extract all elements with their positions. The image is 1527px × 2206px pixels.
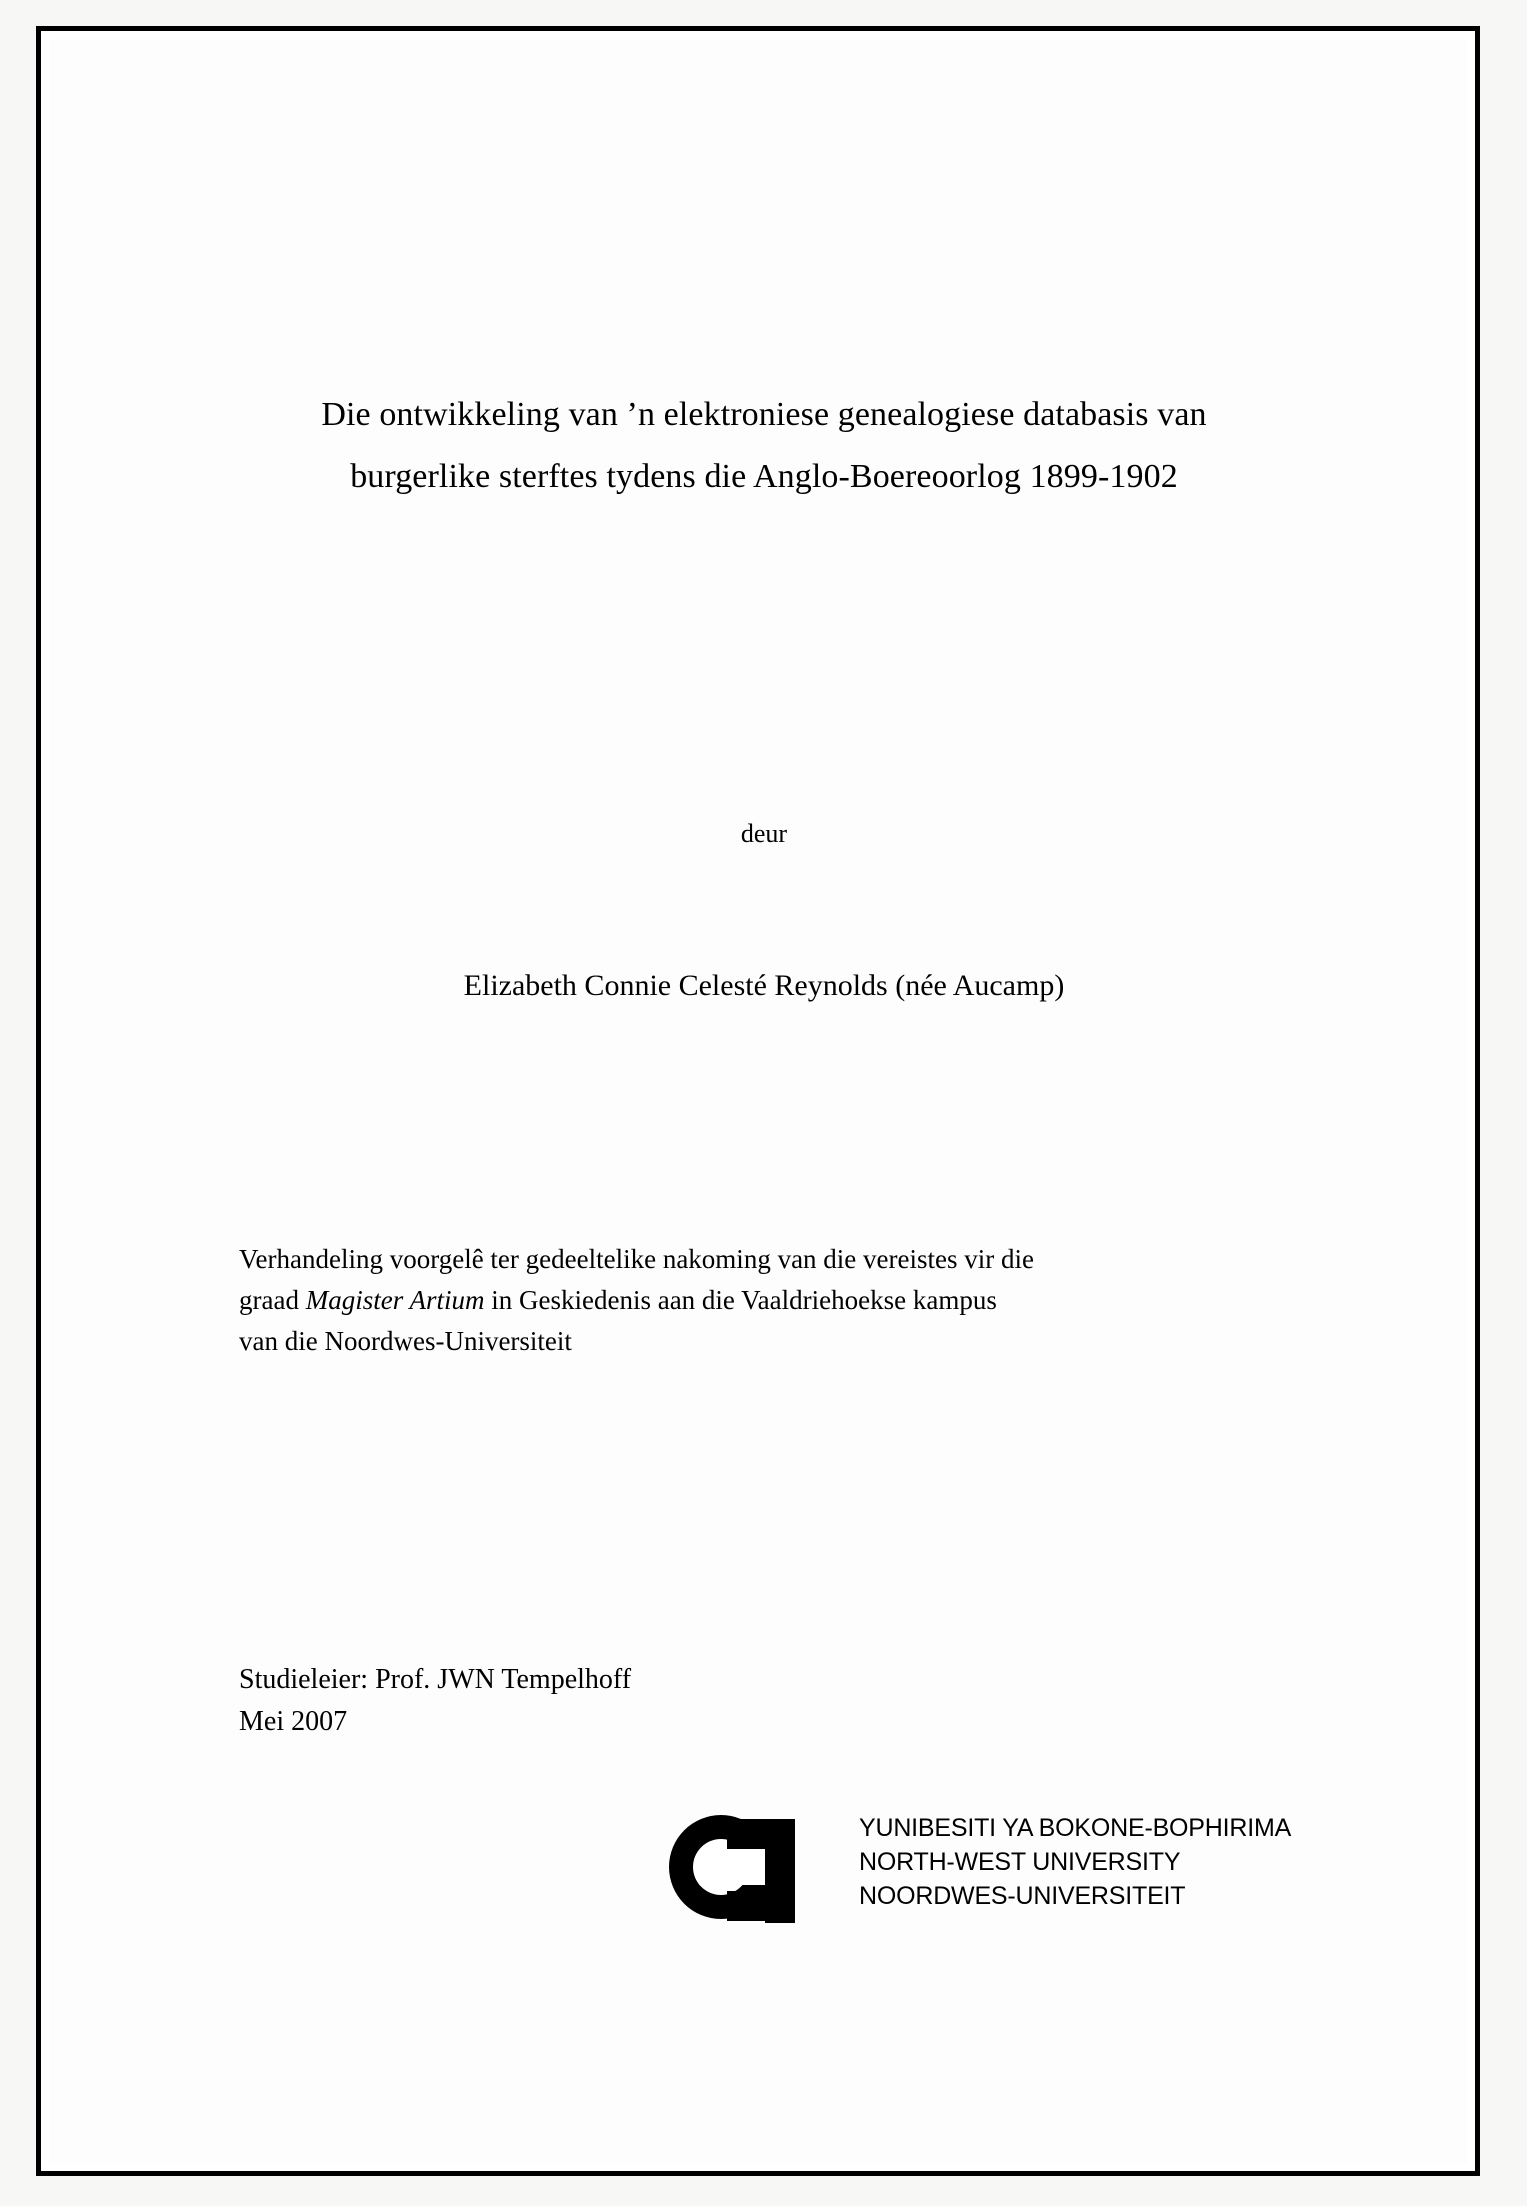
author-name: Elizabeth Connie Celesté Reynolds (née Aucamp) bbox=[463, 969, 1065, 1002]
page-body bbox=[49, 39, 1467, 2163]
logo-text-line-2: NORTH-WEST UNIVERSITY bbox=[859, 1848, 1181, 1876]
degree-statement-line-2-prefix: graad bbox=[239, 1285, 306, 1315]
logo-text-line-3: NOORDWES-UNIVERSITEIT bbox=[859, 1882, 1186, 1910]
title-page-content bbox=[199, 39, 1329, 2163]
degree-statement-line-2 bbox=[239, 1280, 1292, 1321]
title-line-1: Die ontwikkeling van ’n elektroniese genealogiese databasis van bbox=[321, 396, 1207, 433]
degree-statement-line-2-suffix: in Geskiedenis aan die Vaaldriehoekse kampus bbox=[484, 1285, 997, 1315]
degree-statement bbox=[239, 1239, 1292, 1362]
title-line-2: burgerlike sterftes tydens die Anglo-Boereoorlog 1899-1902 bbox=[350, 458, 1178, 495]
supervisor-block bbox=[239, 1659, 1139, 1743]
submission-date: Mei 2007 bbox=[239, 1706, 348, 1737]
logo-text-line-1: YUNIBESITI YA BOKONE-BOPHIRIMA bbox=[859, 1814, 1292, 1842]
university-logo bbox=[529, 1807, 1292, 1937]
logo-bar-bottom bbox=[727, 1891, 795, 1921]
logo-wordmark bbox=[859, 1811, 1291, 1913]
by-label: deur bbox=[740, 819, 788, 848]
degree-statement-line-1: Verhandeling voorgelê ter gedeeltelike nakoming van die vereistes vir die bbox=[239, 1244, 1034, 1274]
north-west-university-logo-icon bbox=[669, 1815, 854, 1919]
supervisor-line: Studieleier: Prof. JWN Tempelhoff bbox=[239, 1664, 632, 1695]
page-title bbox=[199, 384, 1329, 508]
degree-name-italic: Magister Artium bbox=[305, 1285, 485, 1315]
page-border-frame bbox=[36, 26, 1480, 2176]
degree-statement-line-3: van die Noordwes-Universiteit bbox=[239, 1326, 572, 1356]
